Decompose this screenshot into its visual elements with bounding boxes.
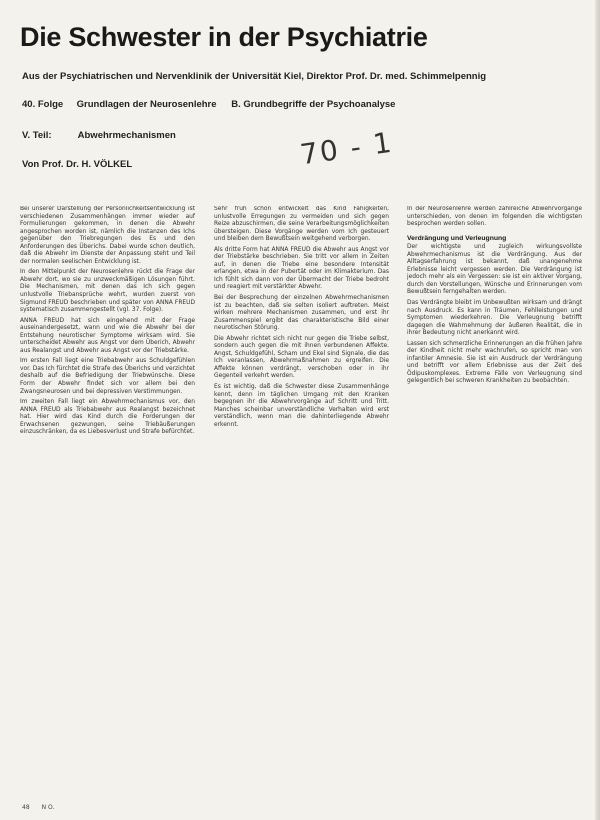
part-topic: Abwehrmechanismen — [77, 130, 176, 141]
institution-subtitle: Aus der Psychiatrischen und Nervenklinik der Universität Kiel, Direktor Prof. Dr. med. Schimmelpennig — [22, 71, 487, 82]
paragraph: Im ersten Fall liegt eine Triebabwehr aus Schuldgefühlen vor. Das Ich fürchtet die Strafe des Überichs und verzichtet deshalb auf die Befriedigung der Triebwünsche. Diese Form der Abwehr findet sich vor allem bei den Zwangsneurosen und bei depressiven Verstimmungen. — [20, 358, 195, 395]
paragraph: Das Verdrängte bleibt im Unbewußten wirksam und drängt nach Ausdruck. Es kann in Träumen, Fehlleistungen und Symptomen wiederkehren. Die Verleugnung betrifft dagegen die Wahrnehmung der äußeren Realität, die in ihrer Bedeutung nicht anerkannt wird. — [407, 300, 582, 337]
section-heading: Verdrängung und Verleugnung — [407, 234, 507, 242]
footer-mark: N O. — [41, 804, 55, 811]
text-column-1 — [20, 206, 195, 801]
text-column-3 — [407, 206, 582, 801]
text-column-2 — [214, 206, 389, 801]
series-section: B. Grundbegriffe der Psychoanalyse — [231, 99, 396, 110]
paragraph: Als dritte Form hat ANNA FREUD die Abwehr aus Angst vor der Triebstärke beschrieben. Sie tritt vor allem in Zeiten auf, in denen die Triebe eine besondere Intensität erlangen, etwa in der Pubertät oder im Klimakterium. Das Ich fühlt sich dann von der Übermacht der Triebe bedroht und reagiert mit verstärkter Abwehr. — [214, 246, 389, 291]
series-number: 40. Folge — [22, 99, 64, 110]
part-number: V. Teil: — [22, 130, 52, 141]
page-fold-shadow — [595, 0, 600, 820]
page-footer — [22, 804, 64, 811]
paragraph: Bei unserer Darstellung der Persönlichkeitsentwicklung ist verschiedenen Zusammenhängen immer wieder auf Formulierungen gekommen, in denen die Abwehr angesprochen worden ist, nämlich die Instanzen des Ichs gegenüber den Triebregungen des Es und den Anforderungen des Überichs. Dabei wurde schon deutlich, daß die Abwehr im Dienste der Anpassung steht und Teil der normalen seelischen Entwicklung ist. — [20, 206, 195, 265]
paragraph: Bei der Besprechung der einzelnen Abwehrmechanismen ist zu beachten, daß sie selten isoliert auftreten. Meist wirken mehrere Mechanismen zusammen, und erst ihr Zusammenspiel ergibt das charakteristische Bild einer neurotischen Störung. — [214, 295, 389, 332]
page-title: Die Schwester in der Psychiatrie — [20, 22, 428, 52]
paragraph: Es ist wichtig, daß die Schwester diese Zusammenhänge kennt, denn im täglichen Umgang mit den Kranken begegnen ihr die Abwehrvorgänge auf Schritt und Tritt. Manches scheinbar unverständliche Verhalten wird erst verständlich, wenn man die dahinterliegende Abwehr erkennt. — [214, 384, 389, 428]
part-line — [22, 130, 176, 141]
series-line — [22, 99, 395, 110]
author-line: Von Prof. Dr. H. VÖLKEL — [22, 159, 133, 170]
paragraph: ANNA FREUD hat sich eingehend mit der Frage auseinandergesetzt, wann und wie die Abwehr bei der Entstehung neurotischer Symptome wirksam wird. Sie unterscheidet Abwehr aus Angst vor dem Überich, Abwehr aus Realangst und Abwehr aus Angst vor der Triebstärke. — [20, 317, 195, 354]
paragraph: In den Mittelpunkt der Neurosenlehre rückt die Frage der Abwehr dort, wo sie zu unzweckmäßigen Lösungen führt. Die Mechanismen, mit denen das Ich sich gegen unlustvolle Triebansprüche wehrt, wurden zuerst von Sigmund FREUD beschrieben und später von ANNA FREUD systematisch zusammengestellt (vgl. 37. Folge). — [20, 269, 195, 314]
paragraph: Der wichtigste und zugleich wirkungsvollste Abwehrmechanismus ist die Verdrängung. Aus der Alltagserfahrung ist bekannt, daß unangenehme Erlebnisse leicht vergessen werden. Die Verdrängung ist jedoch mehr als ein Vergessen: sie ist ein aktiver Vorgang, durch den Vorstellungen, Wünsche und Erinnerungen vom Bewußtsein ferngehalten werden. — [407, 244, 582, 296]
handwritten-note: 70 - 1 — [298, 125, 396, 172]
paragraph: Im zweiten Fall liegt ein Abwehrmechanismus vor, den ANNA FREUD als Triebabwehr aus Realangst bezeichnet hat. Hier wird das Kind durch die Forderungen der Erwachsenen gezwungen, seine Triebäußerungen einzuschränken, da es Liebesverlust und Strafe befürchtet. — [20, 399, 195, 436]
series-topic: Grundlagen der Neurosenlehre — [76, 99, 217, 110]
paragraph: Lassen sich schmerzliche Erinnerungen an die frühen Jahre der Kindheit nicht mehr wachrufen, so spricht man von infantiler Amnesie. Sie ist ein Ausdruck der Verdrängung und betrifft vor allem Erlebnisse aus der Zeit des Ödipuskomplexes. Extreme Fälle von Verleugnung sind gelegentlich bei schweren Krankheiten zu beobachten. — [407, 340, 582, 385]
paragraph: Sehr früh schon entwickelt das Kind Fähigkeiten, unlustvolle Erregungen zu vermeiden und sich gegen Reize abzuschirmen, die seine Verarbeitungsmöglichkeiten übersteigen. Diese Vorgänge werden vom Ich gesteuert und bleiben dem Bewußtsein weitgehend verborgen. — [214, 206, 389, 243]
paragraph: Die Abwehr richtet sich nicht nur gegen die Triebe selbst, sondern auch gegen die mit ihnen verbundenen Affekte. Angst, Schuldgefühl, Scham und Ekel sind Signale, die das Ich veranlassen, Abwehrmaßnahmen zu ergreifen. Die Affekte können verdrängt, verschoben oder in ihr Gegenteil verkehrt werden. — [214, 335, 389, 380]
page-number: 48 — [22, 804, 30, 811]
paragraph: In der Neurosenlehre werden zahlreiche Abwehrvorgänge unterschieden, von denen im folgenden die wichtigsten besprochen werden sollen. — [407, 206, 582, 228]
